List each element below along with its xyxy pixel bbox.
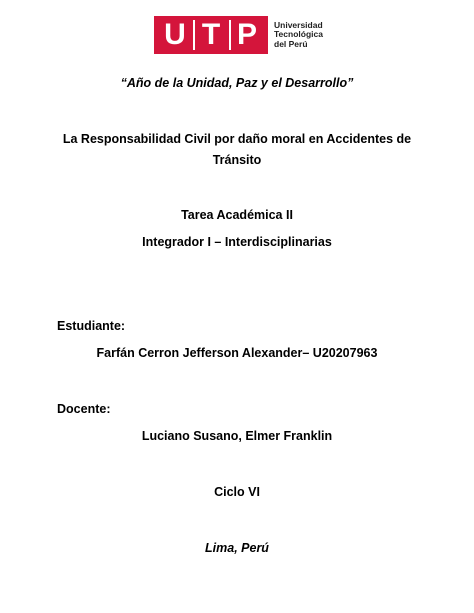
logo-letter-p: P	[229, 20, 263, 50]
teacher-label: Docente:	[57, 402, 111, 416]
motto: “Año de la Unidad, Paz y el Desarrollo”	[120, 76, 354, 90]
course-name: Integrador I – Interdisciplinarias	[142, 235, 332, 249]
assignment-title: Tarea Académica II	[181, 208, 293, 222]
place: Lima, Perú	[205, 541, 269, 555]
logo-letter-u: U	[159, 20, 191, 50]
utp-logo-mark	[154, 16, 268, 54]
cycle: Ciclo VI	[214, 485, 260, 499]
university-name	[274, 21, 323, 50]
university-name-line3: del Perú	[274, 38, 308, 49]
student-name: Farfán Cerron Jefferson Alexander– U20207963	[96, 346, 378, 360]
document-title-line2: Tránsito	[212, 153, 262, 167]
student-label: Estudiante:	[57, 319, 126, 333]
logo-letter-t: T	[193, 20, 227, 50]
university-name-line1: Universidad	[274, 19, 323, 30]
utp-logo	[154, 16, 323, 54]
university-name-line2: Tecnológica	[274, 29, 323, 40]
teacher-name: Luciano Susano, Elmer Franklin	[141, 429, 333, 443]
document-title-line1: La Responsabilidad Civil por daño moral en Accidentes de	[62, 132, 412, 146]
